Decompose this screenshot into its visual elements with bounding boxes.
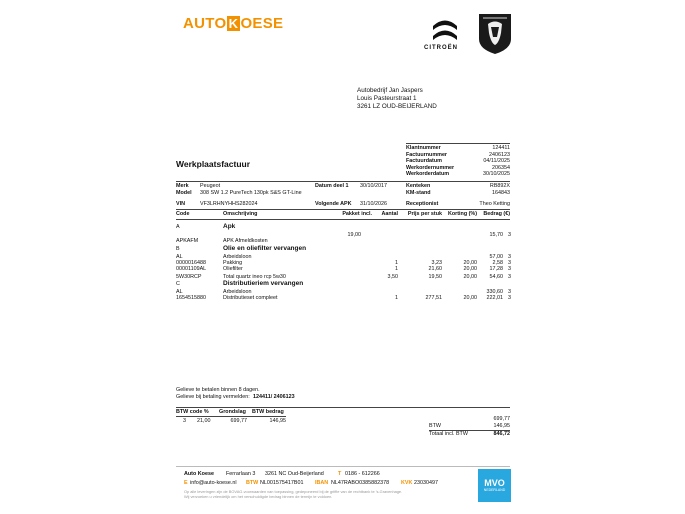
meta-label: Factuurnummer [406, 151, 448, 158]
cell-desc: Arbeidsloon [223, 289, 252, 295]
meta-label: Werkordernummer [406, 164, 455, 171]
cell-code: AL [176, 254, 183, 260]
footer-kvk: 23030497 [414, 480, 438, 486]
vehicle-kenteken-label: Kenteken [406, 183, 431, 189]
btw-bedrag-header: BTW bedrag [252, 409, 284, 415]
footer-iban-label: IBAN [315, 480, 329, 486]
vehicle-km-label: KM-stand [406, 190, 431, 196]
footer-btw: NL001575417B01 [260, 480, 304, 486]
page-title: Werkplaatsfactuur [176, 159, 251, 169]
cell-code: A [176, 224, 180, 230]
btw-code-header: BTW code % [176, 409, 209, 415]
meta-value: 04/11/2025 [483, 158, 510, 164]
mvo-badge [478, 469, 511, 502]
auto-koese-logo [183, 15, 283, 32]
meta-value: 206354 [492, 164, 510, 171]
cell-code: C [176, 281, 180, 287]
cell-btw: 3 [508, 289, 511, 295]
cell-bedrag: 330,60 [486, 289, 503, 295]
cell-bedrag: 17,28 [489, 266, 503, 272]
vehicle-receptionist: Theo Ketting [479, 201, 510, 207]
cell-korting: 20,00 [463, 260, 477, 266]
cell-prijs: 21,60 [428, 266, 442, 272]
citroen-label: CITROËN [424, 45, 458, 51]
meta-label: Klantnummer [406, 145, 441, 151]
cell-code: 5W30RCP [176, 274, 202, 280]
cell-btw: 3 [508, 232, 511, 238]
cell-desc: Oliefilter [223, 266, 243, 272]
payment-terms: Gelieve te betalen binnen 8 dagen. [176, 387, 260, 393]
col-bedrag: Bedrag (€) [483, 211, 510, 217]
meta-value: 124411 [492, 145, 510, 151]
cell-btw: 3 [508, 254, 511, 260]
btw-code: 3 [183, 418, 186, 424]
cell-prijs: 277,51 [425, 295, 442, 301]
footer-iban: NL47RABO0385882378 [331, 480, 390, 486]
recipient-address [357, 87, 437, 111]
vehicle-model: 308 SW 1.2 PureTech 130pk S&S GT-Line [200, 190, 302, 196]
cell-desc: Distributieriem vervangen [223, 280, 304, 287]
cell-prijs: 3,23 [431, 260, 442, 266]
footer-city: 3261 NC Oud-Beijerland [265, 471, 324, 477]
recipient-street: Louis Pasteurstraat 1 [357, 95, 417, 102]
cell-desc: Arbeidsloon [223, 254, 252, 260]
cell-bedrag: 57,00 [489, 254, 503, 260]
footer-phone-label: T [338, 471, 342, 477]
peugeot-logo [477, 11, 513, 55]
meta-value: 30/10/2025 [483, 171, 510, 177]
meta-label: Factuurdatum [406, 158, 442, 164]
vehicle-km: 164843 [492, 190, 510, 196]
vehicle-vin-label: VIN [176, 201, 185, 207]
vehicle-kenteken: RB892X [489, 183, 510, 189]
logo-text-oese: OESE [240, 15, 284, 32]
cell-desc: APK Afmeldkosten [223, 238, 268, 244]
col-code: Code [176, 211, 190, 217]
payment-reference: 124411/ 2406123 [253, 394, 295, 400]
cell-aantal: 1 [395, 266, 398, 272]
btw-grondslag-header: Grondslag [219, 409, 246, 415]
footer-email[interactable]: info@auto-koese.nl [190, 480, 237, 486]
cell-bedrag: 2,58 [492, 260, 503, 266]
cell-code: AL [176, 289, 183, 295]
cell-aantal: 3,50 [387, 274, 398, 280]
cell-btw: 3 [508, 274, 511, 280]
cell-code: 0000016488 [176, 260, 206, 266]
cell-korting: 20,00 [463, 274, 477, 280]
cell-prijs: 19,50 [428, 274, 442, 280]
recipient-name: Autobedrijf Jan Jaspers [357, 87, 423, 94]
totals-total: 846,72 [493, 431, 510, 437]
vehicle-vin: VF3LRHNYHHS282024 [200, 201, 258, 207]
vehicle-merk-label: Merk [176, 183, 189, 189]
totals-total-label: Totaal incl. BTW [429, 431, 468, 437]
vehicle-datum: 30/10/2017 [360, 183, 387, 189]
meta-label: Werkorderdatum [406, 171, 450, 177]
cell-desc: Olie en oliefilter vervangen [223, 245, 307, 252]
col-aantal: Aantal [381, 211, 398, 217]
cell-code: B [176, 246, 180, 252]
footer-kvk-label: KVK [401, 480, 413, 486]
footer-company: Auto Koese [184, 471, 214, 477]
citroen-chevrons-icon [428, 12, 462, 44]
recipient-city: 3261 LZ OUD-BEIJERLAND [357, 103, 437, 110]
cell-desc: Apk [223, 223, 236, 230]
meta-labels [406, 145, 454, 178]
cell-bedrag: 15,70 [489, 232, 503, 238]
cell-btw: 3 [508, 260, 511, 266]
btw-pct: 21,00 [197, 418, 211, 424]
footer-disclaimer: Wij verzoeken u vriendelijk om het verschuldigde bedrag binnen de termijn te voldoen. [184, 494, 333, 499]
footer-disclaimer: Op alle leveringen zijn de BOVAG-voorwaarden van toepassing, gedeponeerd bij de griffie van de rechtbank te 's-Gravenhage. [184, 489, 403, 494]
cell-btw: 3 [508, 295, 511, 301]
footer-street: Ferrarlaan 3 [226, 471, 256, 477]
btw-bedrag: 146,95 [269, 418, 286, 424]
logo-text-auto: AUTO [183, 15, 227, 32]
totals-btw: 146,95 [493, 423, 510, 429]
col-korting: Korting (%) [447, 211, 477, 217]
cell-code: APKAFM [176, 238, 199, 244]
footer-btw-label: BTW [246, 480, 259, 486]
cell-desc: Pakking [223, 260, 243, 266]
subtotal: 699,77 [493, 416, 510, 422]
cell-korting: 20,00 [463, 266, 477, 272]
vehicle-receptionist-label: Receptionist [406, 201, 439, 207]
cell-aantal: 1 [395, 295, 398, 301]
vehicle-model-label: Model [176, 190, 192, 196]
vehicle-datum-label: Datum deel 1 [315, 183, 349, 189]
cell-code: 1654515880 [176, 295, 206, 301]
cell-desc: Distributieset compleet [223, 295, 278, 301]
vehicle-apk: 31/10/2026 [360, 201, 387, 207]
footer-email-label: E [184, 480, 188, 486]
col-omschrijving: Omschrijving [223, 211, 258, 217]
cell-bedrag: 222,01 [486, 295, 503, 301]
cell-pakket: 19,00 [347, 232, 361, 238]
mvo-sub: NEDERLAND [483, 488, 506, 492]
payment-reference-label: Gelieve bij betaling vermelden: [176, 394, 250, 400]
cell-aantal: 1 [395, 260, 398, 266]
col-pakket: Pakket incl. [342, 211, 372, 217]
cell-btw: 3 [508, 266, 511, 272]
cell-korting: 20,00 [463, 295, 477, 301]
cell-code: 00001109AL [176, 266, 207, 272]
btw-grondslag: 699,77 [230, 418, 247, 424]
meta-values [470, 145, 510, 178]
citroen-logo [424, 12, 462, 56]
footer-phone: 0186 - 612266 [345, 471, 380, 477]
meta-value: 2406123 [489, 151, 510, 158]
col-prijs: Prijs per stuk [407, 211, 442, 217]
mvo-label: MVO [484, 478, 505, 488]
cell-bedrag: 54,60 [489, 274, 503, 280]
vehicle-apk-label: Volgende APK [315, 201, 352, 207]
logo-k-block: K [228, 16, 239, 31]
peugeot-lion-shield-icon [477, 11, 513, 55]
vehicle-merk: Peugeot [200, 183, 221, 189]
totals-btw-label: BTW [429, 423, 441, 429]
cell-desc: Total quartz ineo rcp 5w30 [223, 274, 286, 280]
